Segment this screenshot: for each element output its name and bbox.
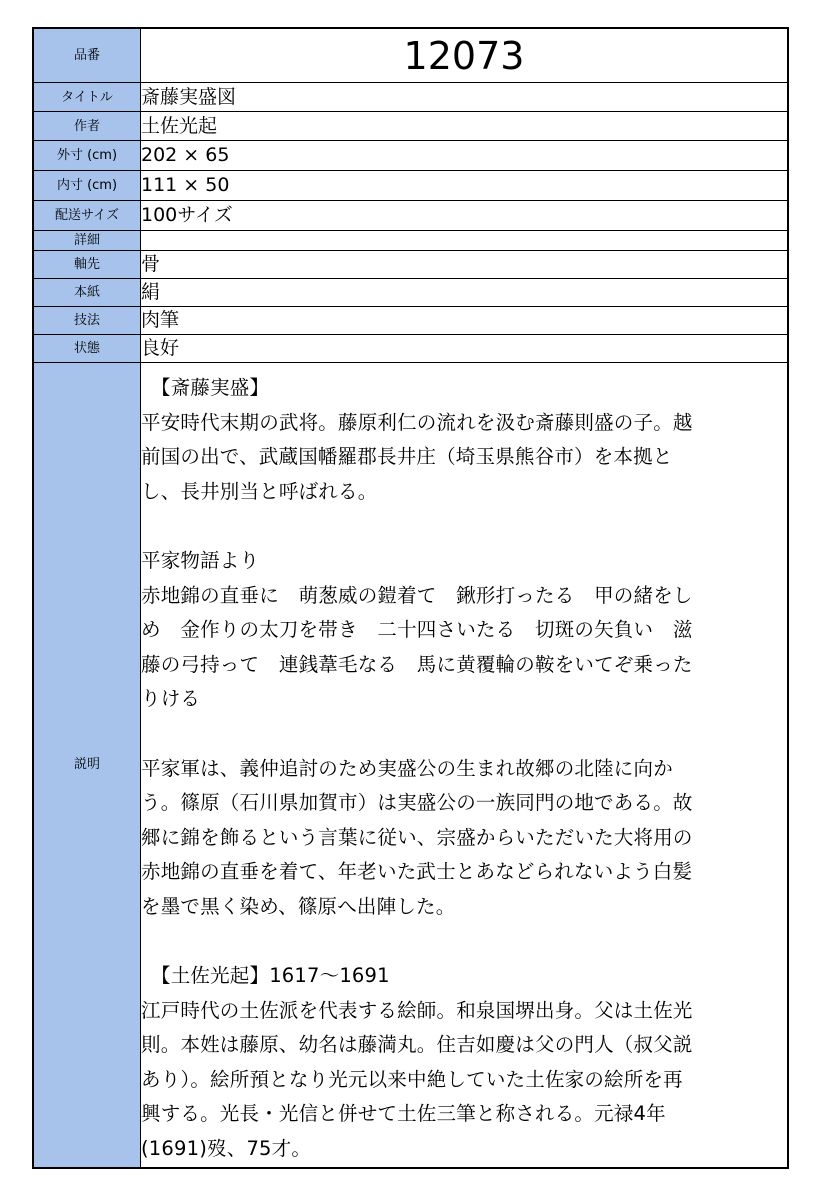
inner-size-value: 111 × 50: [141, 171, 789, 201]
description-line: 平安時代末期の武将。藤原利仁の流れを汲む斎藤則盛の子。越: [141, 410, 693, 434]
description-line: 則。本姓は藤原、幼名は藤満丸。住吉如慶は父の門人（叔父説: [141, 1033, 693, 1057]
row-hinban: [33, 28, 788, 83]
shipping-label: 配送サイズ: [33, 201, 141, 231]
row-author: [33, 112, 788, 141]
row-state: [33, 335, 788, 363]
detail-label: 詳細: [33, 231, 141, 251]
row-inner-size: [33, 171, 788, 201]
row-outer-size: [33, 141, 788, 171]
author-label: 作者: [33, 112, 141, 141]
description-heading: 【斎藤実盛】: [151, 376, 270, 399]
description-line: し、長井別当と呼ばれる。: [141, 479, 378, 503]
state-label: 状態: [33, 335, 141, 363]
description-line: 郷に錦を飾るという言葉に従い、宗盛からいただいた大将用の: [141, 825, 693, 849]
description-heading: 平家物語より: [141, 548, 260, 572]
description-line: め 金作りの太刀を帯き 二十四さいたる 切斑の矢負い 滋: [141, 618, 693, 642]
description-line: 前国の出で、武蔵国幡羅郡長井庄（埼玉県熊谷市）を本拠と: [141, 445, 673, 469]
honshi-label: 本紙: [33, 279, 141, 307]
inner-size-label: 内寸 (cm): [33, 171, 141, 201]
description-line: りける: [141, 687, 201, 711]
outer-size-label: 外寸 (cm): [33, 141, 141, 171]
description-line: 興する。光長・光信と併せて土佐三筆と称される。元禄4年: [141, 1102, 666, 1126]
description-line: あり）。絵所預となり光元以来中絶していた土佐家の絵所を再: [141, 1067, 683, 1091]
description-body: [141, 363, 789, 1168]
hinban-value: 12073: [141, 28, 789, 83]
description-line: 赤地錦の直垂に 萌葱威の鎧着て 鍬形打ったる 甲の緒をし: [141, 583, 693, 607]
title-label: タイトル: [33, 83, 141, 112]
description-line: 平家軍は、義仲追討のため実盛公の生まれ故郷の北陸に向か: [141, 756, 673, 780]
product-spec-table: [32, 27, 789, 1169]
row-description: [33, 363, 788, 1168]
state-value: 良好: [141, 335, 789, 363]
gihou-label: 技法: [33, 307, 141, 335]
jiku-label: 軸先: [33, 251, 141, 279]
author-value: 土佐光起: [141, 112, 789, 141]
description-line: 江戸時代の土佐派を代表する絵師。和泉国堺出身。父は土佐光: [141, 998, 693, 1022]
description-heading: 【土佐光起】1617〜1691: [151, 964, 390, 988]
row-title: [33, 83, 788, 112]
row-honshi: [33, 279, 788, 307]
outer-size-value: 202 × 65: [141, 141, 789, 171]
row-jiku: [33, 251, 788, 279]
row-gihou: [33, 307, 788, 335]
hinban-label: 品番: [33, 28, 141, 83]
title-value: 斎藤実盛図: [141, 83, 789, 112]
honshi-value: 絹: [141, 279, 789, 307]
row-shipping: [33, 201, 788, 231]
description-line: 赤地錦の直垂を着て、年老いた武士とあなどられないよう白髪: [141, 860, 693, 884]
jiku-value: 骨: [141, 251, 789, 279]
description-line: (1691)歿、75才。: [141, 1137, 312, 1161]
description-line: を墨で黒く染め、篠原へ出陣した。: [141, 894, 456, 918]
description-line: う。篠原（石川県加賀市）は実盛公の一族同門の地である。故: [141, 791, 693, 815]
gihou-value: 肉筆: [141, 307, 789, 335]
detail-value: [141, 231, 789, 251]
row-detail: [33, 231, 788, 251]
shipping-value: 100サイズ: [141, 201, 789, 231]
description-label: 説明: [33, 363, 141, 1168]
description-line: 藤の弓持って 連銭葦毛なる 馬に黄覆輪の鞍をいてぞ乗った: [141, 652, 693, 676]
